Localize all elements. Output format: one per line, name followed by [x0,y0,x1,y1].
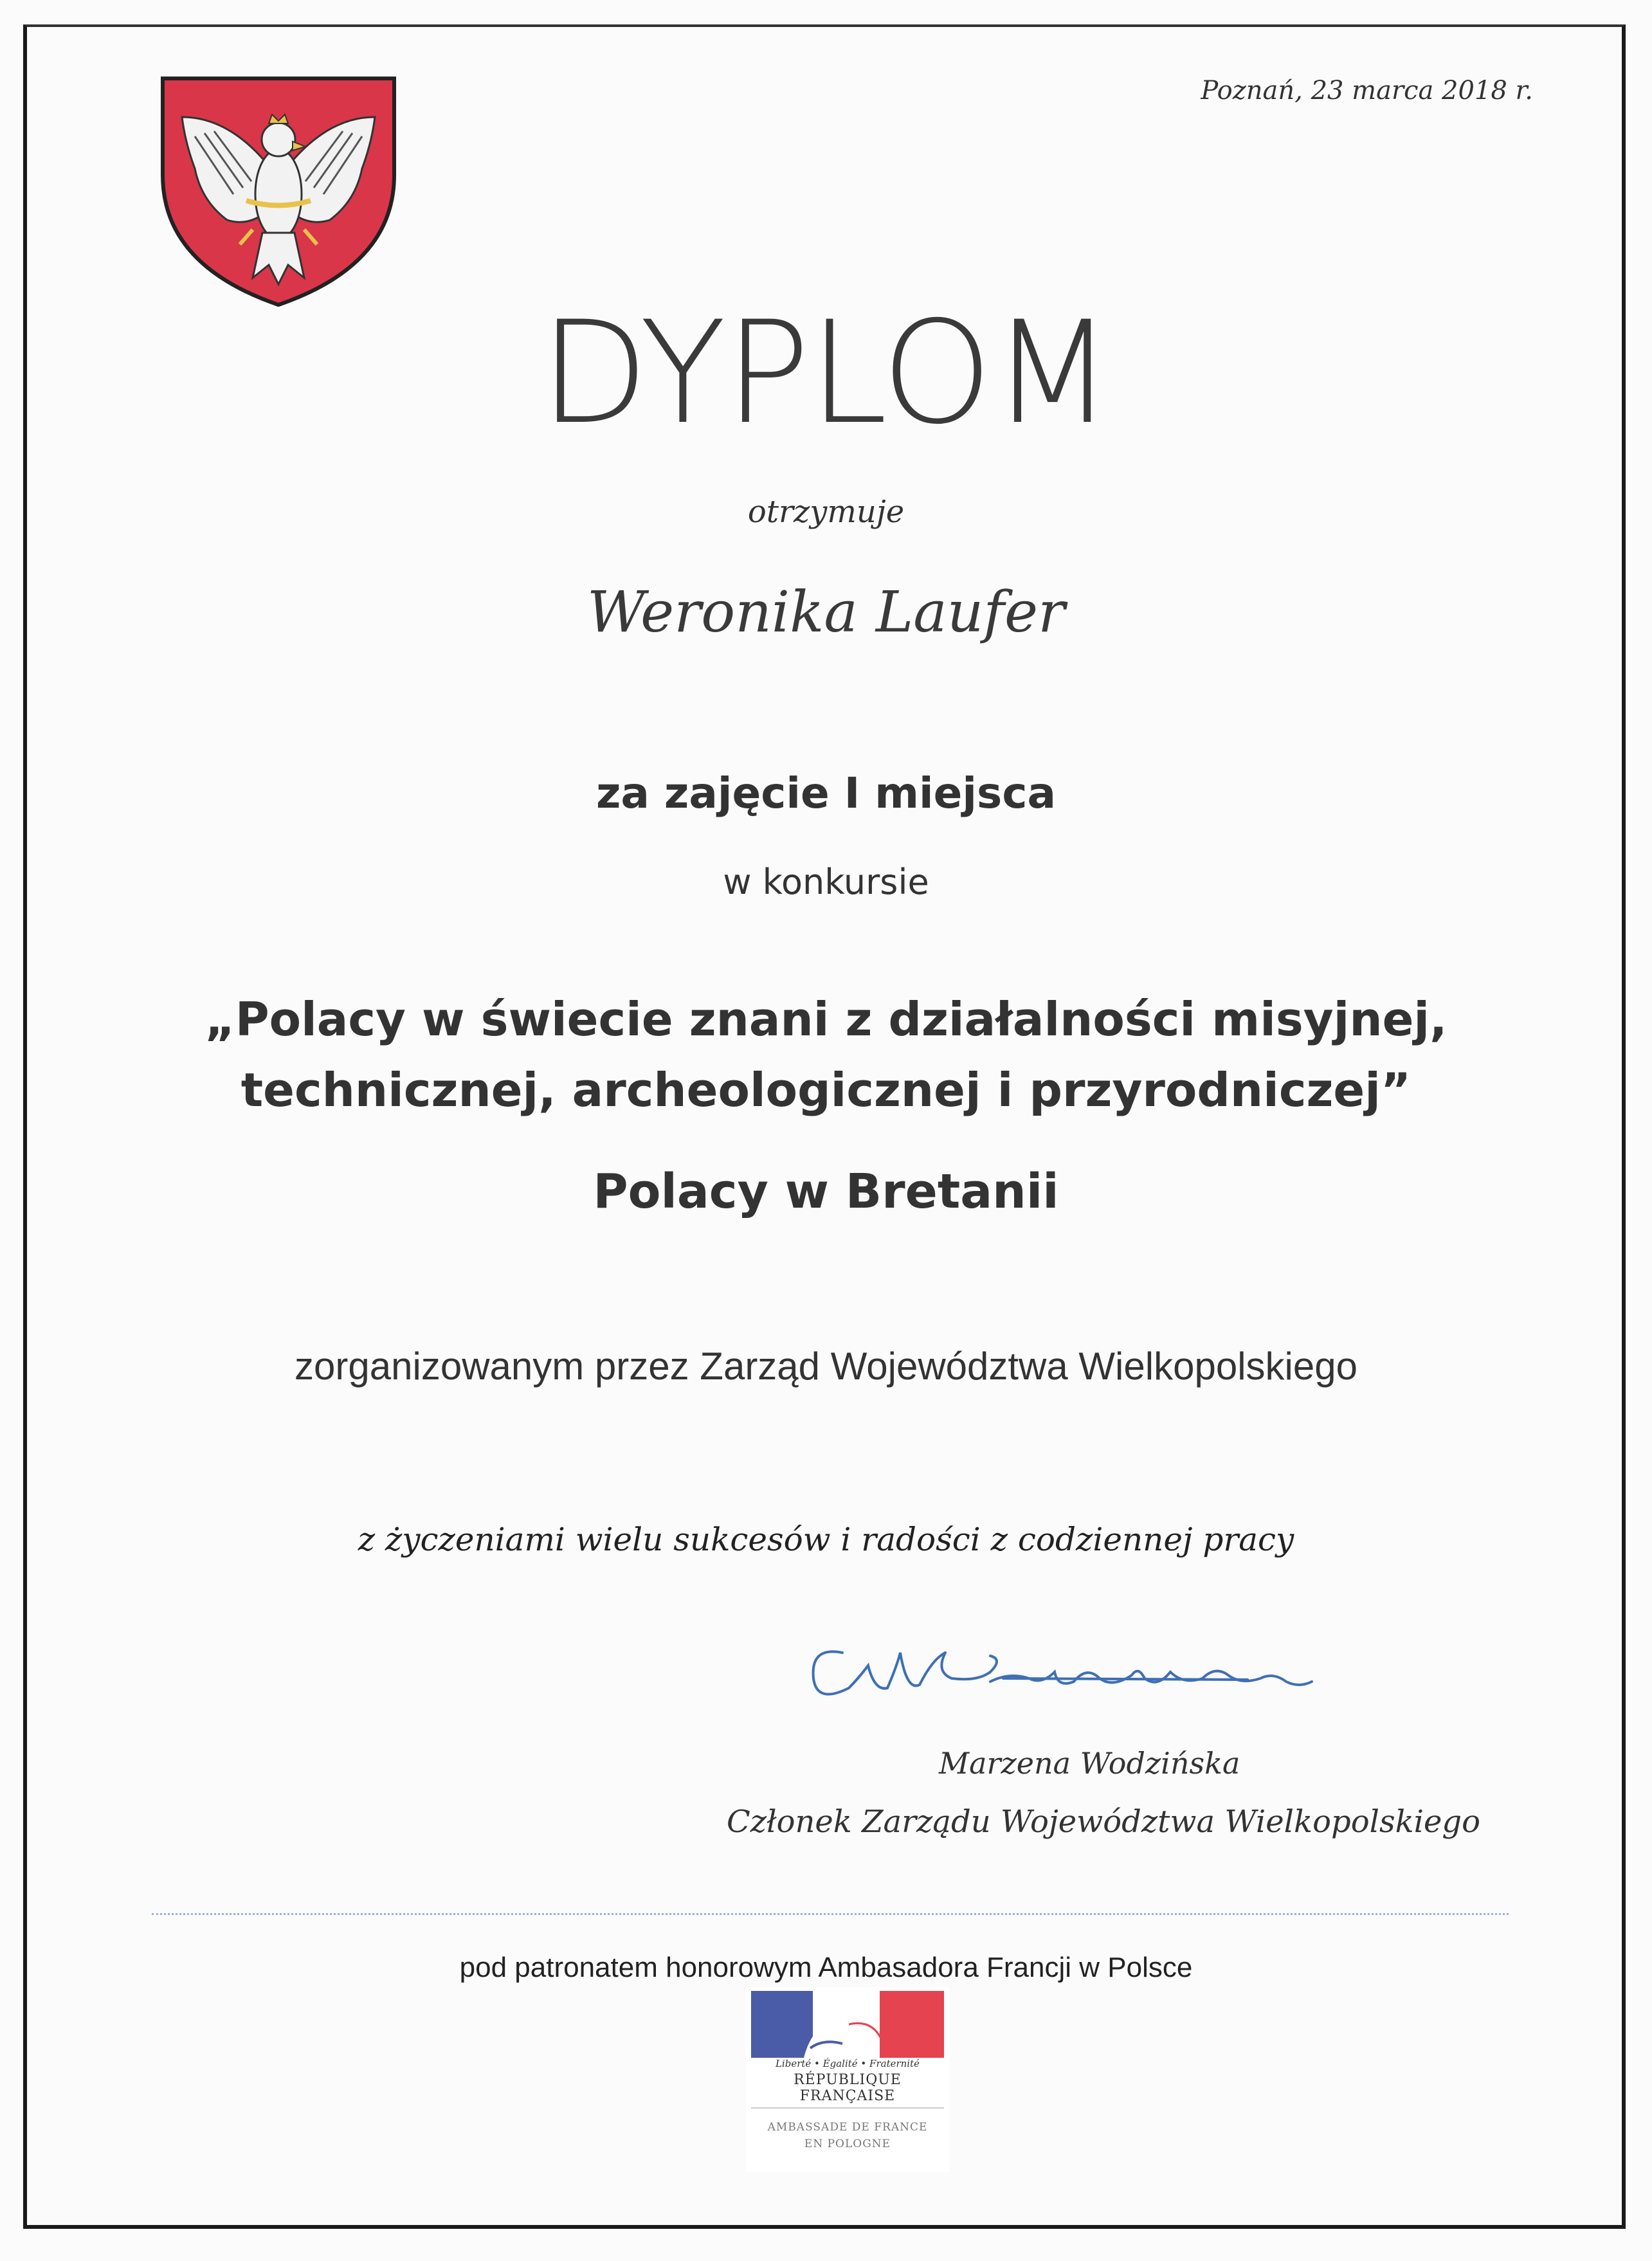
coat-of-arms-icon [156,72,401,310]
signatory-role: Członek Zarządu Województwa Wielkopolskiego [727,1804,1481,1840]
wishes-text: z życzeniami wielu sukcesów i radości z codziennej pracy [358,1521,1294,1558]
achievement-text: za zajęcie I miejsca [595,768,1056,818]
patronage-text: pod patronatem honorowym Ambasadora Francji w Polsce [459,1952,1193,1983]
contest-name [0,984,1652,1125]
contest-label: w konkursie [723,862,929,902]
organizer-text: zorganizowanym przez Zarząd Województwa Wielkopolskiego [295,1345,1357,1388]
receives-label: otrzymuje [747,494,905,530]
signatory-name: Marzena Wodzińska [939,1746,1240,1781]
footer-divider [152,1913,1509,1915]
logo-country: EN POLOGNE [804,2138,891,2150]
contest-edition: Polacy w Bretanii [593,1164,1059,1219]
recipient-name: Weronika Laufer [586,579,1066,645]
contest-name-line2: technicznej, archeologicznej i przyrodniczej” [241,1063,1411,1117]
logo-republic: RÉPUBLIQUE FRANÇAISE [794,2072,902,2104]
diploma-title: DYPLOM [540,291,1112,455]
logo-embassy: AMBASSADE DE FRANCE [767,2121,928,2134]
issue-date: Poznań, 23 marca 2018 r. [1201,76,1533,105]
logo-motto: Liberté • Égalité • Fraternité [775,2058,920,2069]
contest-name-line1: „Polacy w świecie znani z działalności misyjnej, [204,992,1448,1046]
handwritten-signature [797,1627,1325,1723]
